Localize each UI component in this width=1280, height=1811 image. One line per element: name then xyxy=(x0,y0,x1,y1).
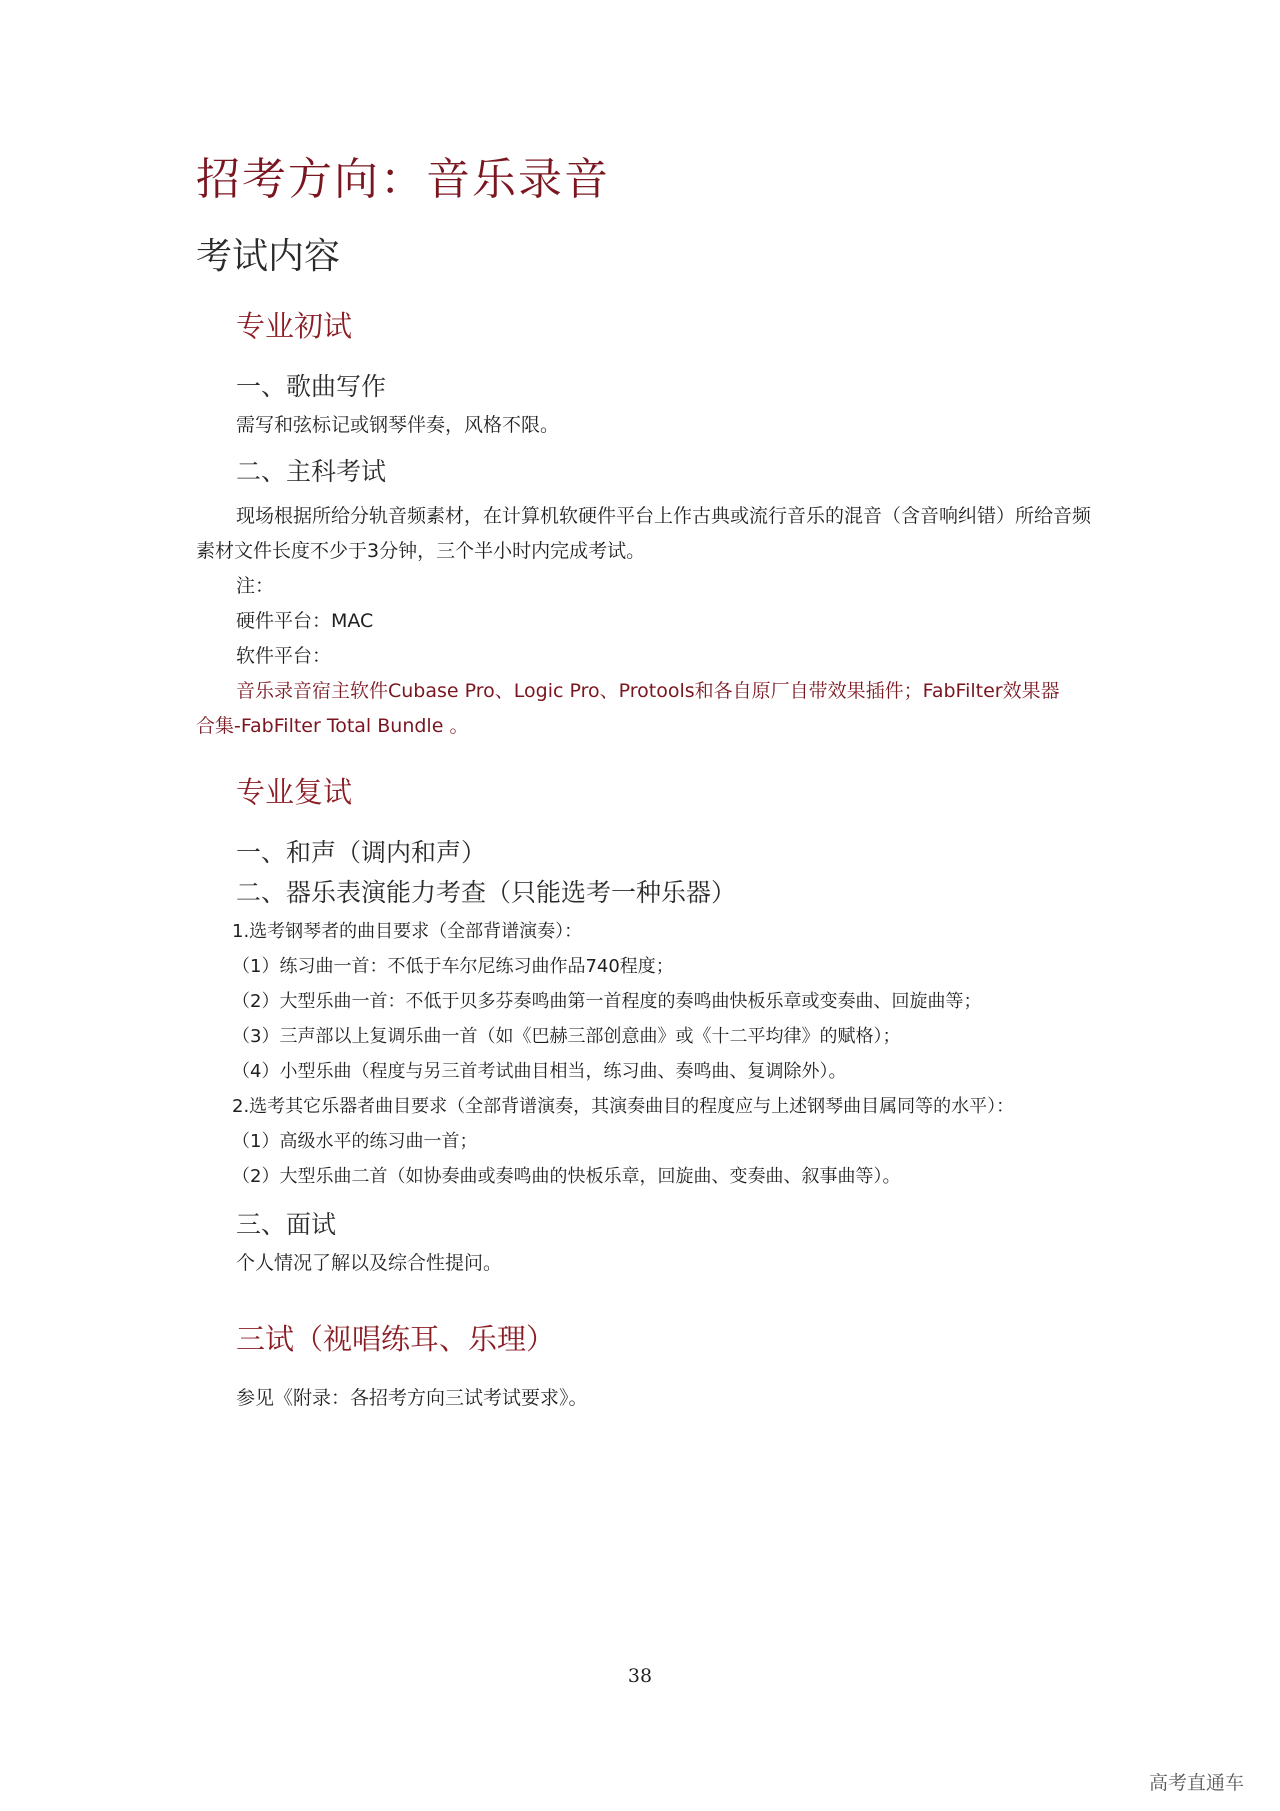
other-instrument-requirement: 2.选考其它乐器者曲目要求（全部背谱演奏，其演奏曲目的程度应与上述钢琴曲目属同等的水平）： xyxy=(232,1096,1015,1117)
retest-title: 专业复试 xyxy=(236,775,353,809)
direction-title: 招考方向：音乐录音 xyxy=(196,154,610,205)
list-item: （2）大型乐曲二首（如协奏曲或奏鸣曲的快板乐章，回旋曲、变奏曲、叙事曲等）。 xyxy=(232,1166,901,1187)
watermark-text: 高考直通车 xyxy=(1148,1772,1244,1794)
section-title: 考试内容 xyxy=(196,236,341,277)
interview-title: 三、面试 xyxy=(236,1210,337,1239)
piano-requirement: 1.选考钢琴者的曲目要求（全部背谱演奏）： xyxy=(232,921,583,942)
hardware-platform: 硬件平台：MAC xyxy=(236,610,374,632)
list-item: （1）高级水平的练习曲一首； xyxy=(232,1131,478,1152)
instrument-title: 二、器乐表演能力考查（只能选考一种乐器） xyxy=(236,878,737,907)
list-item: （4）小型乐曲（程度与另三首考试曲目相当，练习曲、奏鸣曲、复调除外）。 xyxy=(232,1061,847,1082)
page-content xyxy=(196,150,1096,1426)
software-line-1: 音乐录音宿主软件Cubase Pro、Logic Pro、Protools和各自原厂自带效果插件；FabFilter效果器 xyxy=(236,680,1060,702)
harmony-title: 一、和声（调内和声） xyxy=(236,838,487,867)
software-line-2: 合集-FabFilter Total Bundle 。 xyxy=(196,715,469,737)
list-item: （2）大型乐曲一首：不低于贝多芬奏鸣曲第一首程度的奏鸣曲快板乐章或变奏曲、回旋曲等； xyxy=(232,991,982,1012)
song-writing-title: 一、歌曲写作 xyxy=(236,372,387,401)
note-label: 注： xyxy=(236,575,275,597)
list-item: （1）练习曲一首：不低于车尔尼练习曲作品740程度； xyxy=(232,956,674,977)
main-subject-title: 二、主科考试 xyxy=(236,457,387,486)
main-subject-text: 现场根据所给分轨音频素材，在计算机软硬件平台上作古典或流行音乐的混音（含音响纠错）所给音频素材文件长度不少于3分钟，三个半小时内完成考试。 xyxy=(196,505,1092,562)
third-test-text: 参见《附录：各招考方向三试考试要求》。 xyxy=(236,1387,588,1409)
page-number: 38 xyxy=(627,1665,653,1687)
third-test-title: 三试（视唱练耳、乐理） xyxy=(236,1322,556,1356)
software-platform-label: 软件平台： xyxy=(236,645,332,667)
preliminary-title: 专业初试 xyxy=(236,309,353,343)
interview-text: 个人情况了解以及综合性提问。 xyxy=(236,1252,503,1274)
song-writing-text: 需写和弦标记或钢琴伴奏，风格不限。 xyxy=(236,414,560,436)
list-item: （3）三声部以上复调乐曲一首（如《巴赫三部创意曲》或《十二平均律》的赋格）； xyxy=(232,1026,901,1047)
